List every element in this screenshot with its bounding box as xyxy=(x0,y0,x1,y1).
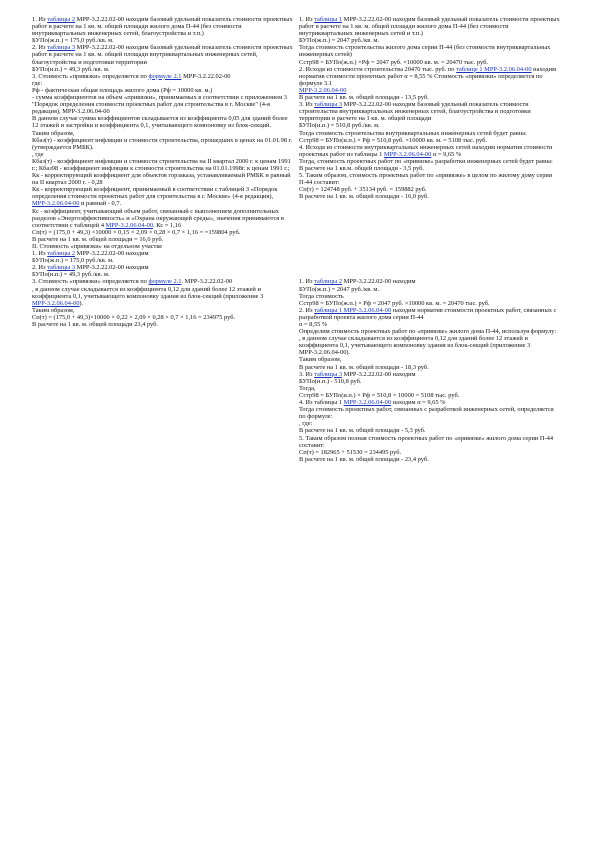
paragraph-text: 2. Из xyxy=(32,264,48,272)
paragraph-text: . Кс = 1,16 xyxy=(153,221,182,229)
paragraph-text: МРР-3.2.22.02-00 находим базовый удельный показатель стоимости проектных работ в расчете на 1 кв. м. общей площади жилого дома П-44 (без стоимости внутриквартальных инженерных сетей, благоустройства и т.п.) xyxy=(32,16,293,38)
paragraph xyxy=(299,335,561,356)
document-link[interactable]: таблицы 2 xyxy=(47,250,76,258)
paragraph-text: Тогда стоимость xyxy=(299,292,344,300)
paragraph xyxy=(32,66,294,73)
paragraph-text: В данном случае сумма коэффициентов складывается из коэффициента 0,05 для зданий более 12 этажей и застройки и коэффициента 0,1, учитывающего компоновку из блок-секций. xyxy=(32,115,288,130)
paragraph-text: В расчете на 1 кв. м. общей площади - 5,3 руб. xyxy=(299,427,426,435)
paragraph xyxy=(32,286,294,300)
paragraph-text: МРР-3.2.22.02-00 находим xyxy=(75,250,149,258)
paragraph-text: 1. Из xyxy=(299,16,315,23)
paragraph-text: МРР-3.2.22.02-00 xyxy=(181,72,231,80)
document-link[interactable]: таблицы 3 xyxy=(47,264,76,272)
paragraph xyxy=(32,137,294,151)
paragraph-text: , где xyxy=(32,150,44,158)
document-link[interactable]: формуле 2.1 xyxy=(148,72,182,80)
paragraph-text: БУПо(и.п.) = 49,3 руб./кв. м. xyxy=(32,65,110,73)
document-link[interactable]: таблицы 2 xyxy=(314,278,343,286)
paragraph-text: МРР-3.2.22.02-00 находим базовый удельный показатель стоимости проектных работ в расчете на 1 кв. м. общей площади внутриквартальных инженерных сетей, благоустройства и подготовки территории xyxy=(32,44,293,66)
paragraph xyxy=(32,44,294,65)
paragraph xyxy=(32,236,294,243)
paragraph xyxy=(299,144,561,158)
paragraph xyxy=(299,130,561,137)
section-heading: II. Стоимость «привязки» на отдельном участке xyxy=(32,243,163,250)
paragraph-text: МРР-3.2.22.02-00 находим xyxy=(342,370,416,378)
paragraph-text: Тогда, xyxy=(299,384,316,392)
paragraph xyxy=(32,73,294,80)
paragraph xyxy=(299,420,561,427)
paragraph-text: 3. Стоимость «привязки» определяется по xyxy=(32,72,149,80)
paragraph xyxy=(32,151,294,158)
paragraph xyxy=(299,172,561,186)
paragraph xyxy=(299,278,561,285)
paragraph-text: находим норматив стоимости проектных работ α = 8,55 % Стоимость «привязки» определяется по формуле 3.1 xyxy=(299,65,557,87)
paragraph-text: БУПо(и.п.) - 510,8 руб. xyxy=(299,377,362,385)
paragraph-text: 5. Таким образом полная стоимость проектных работ по «привязке» жилого дома серии П-44 составит: xyxy=(299,434,554,449)
paragraph xyxy=(32,115,294,129)
column-gap xyxy=(299,200,561,278)
paragraph-text: 2. Исходя из стоимости строительства 20470 тыс. руб. по xyxy=(299,65,457,73)
paragraph xyxy=(32,16,294,37)
right-column xyxy=(299,16,561,463)
paragraph-text: Тогда, стоимость проектных работ по «привязке» разработки инженерных сетей будет равна: xyxy=(299,157,553,165)
paragraph xyxy=(299,137,561,144)
paragraph xyxy=(299,449,561,456)
paragraph-text: БУПо(ж.п.) = 175,0 руб./кв. м. xyxy=(32,37,114,45)
paragraph xyxy=(299,286,561,293)
paragraph-text: Таким образом, xyxy=(299,356,342,364)
paragraph-text: Сстр98 = БУПо(и.п.) × Рф = 510,8 × 10000 = 5108 тыс. руб. xyxy=(299,391,460,399)
paragraph-text: Сп(т) = (175,0 + 49,3)×10000 × 0,22 × 2,09 × 0,28 × 0,7 × 1,16 = 234975 руб. xyxy=(32,313,236,321)
paragraph-text: 3. Из xyxy=(299,370,315,378)
paragraph-text: Кк - корректирующий коэффициент, принимаемый в соответствии с таблицей 3 «Порядок определения стоимости проектных работ для строительства в г. Москве» (4-я редакция), xyxy=(32,186,278,201)
paragraph xyxy=(299,66,561,87)
paragraph xyxy=(32,321,294,328)
paragraph-text: БУПо(и.п.) = 510,8 руб./кв. м. xyxy=(299,122,380,130)
paragraph-text: МРР-3.2.22.02-00 находим базовый удельный показатель стоимости проектных работ в расчете на 1 кв. м. общей площади жилого дома П-44 (без стоимости внутриквартальных инженерных сетей и т.п.) xyxy=(299,16,560,38)
document-link[interactable]: таблицы 3 xyxy=(47,44,76,52)
paragraph-text: 3. Стоимость «привязки» определяется по xyxy=(32,278,149,286)
paragraph-text: ). xyxy=(79,299,84,307)
paragraph-text: Тогда стоимость строительства внутриквартальных инженерных сетей будет равна: xyxy=(299,129,527,137)
paragraph xyxy=(299,456,561,463)
paragraph-text: - сумма коэффициентов на объем «привязки», принимаемых в соответствии с приложением 3 "Порядок определения стоимости проектных работ для строительства в г. Москве" (4-я редакция), МРР-3.2.06.04-00 xyxy=(32,94,287,116)
paragraph xyxy=(32,257,294,264)
paragraph-text: 2. Из xyxy=(299,306,315,314)
paragraph-text: МРР-3.2.22.02-00 находим xyxy=(342,278,416,286)
paragraph-text: , где: xyxy=(299,420,313,428)
paragraph xyxy=(299,158,561,165)
paragraph xyxy=(299,385,561,392)
paragraph-text: 4. Исходя из стоимости внутриквартальных инженерных сетей находим норматив стоимости проектных работ из таблицы 1 xyxy=(299,143,553,158)
paragraph xyxy=(32,250,294,257)
paragraph-text: БУПо(ж.п.) = 2047 руб./кв. м. xyxy=(299,285,380,293)
paragraph xyxy=(299,378,561,385)
document-link[interactable]: таблице 1 МРР-3.2.06.04-00 xyxy=(456,65,532,73)
paragraph-text: 1. Из xyxy=(32,16,48,23)
paragraph xyxy=(299,307,561,321)
paragraph-text: Таким образом, xyxy=(32,306,75,314)
paragraph-text: находим норматив стоимости проектных работ, связанных с разработкой проекта жилого дома серии П-44 xyxy=(299,306,557,321)
paragraph xyxy=(299,87,561,94)
paragraph xyxy=(32,80,294,87)
paragraph-text: Кс - коэффициент, учитывающий объем работ, связанный с выполнением дополнительных разделов «Энергоэффективность» и «Охрана окружающей среды», значения принимаются в соответствии с таблицей 4 xyxy=(32,207,284,229)
paragraph xyxy=(299,122,561,129)
paragraph-text: находим α = 9,65 % xyxy=(391,399,446,407)
document-link[interactable]: формуле 2.1 xyxy=(148,278,182,286)
paragraph-text: В расчете на 1 кв. м. общей площади - 18,3 руб. xyxy=(299,363,429,371)
paragraph-text: 4. Из таблицы 1 xyxy=(299,399,344,407)
paragraph-text: В расчете на 1 кв. м. общей площади 23,4 руб. xyxy=(32,321,158,329)
paragraph-text: Кбаз(т) - коэффициент инфляции и стоимости строительства на II квартал 2000 г. к ценам 1991 г.; Кбаз98 - коэффициент инфляции к стоимости строительства на 01.01.1998г. к ценам 1991 г.; xyxy=(32,157,291,172)
paragraph xyxy=(32,264,294,271)
document-link[interactable]: таблицы 1 xyxy=(314,16,343,23)
paragraph xyxy=(299,59,561,66)
paragraph-text: БУПо(и.п.) = 49,3 руб./кв. м. xyxy=(32,271,110,279)
paragraph-text: 2. Из xyxy=(32,44,48,52)
document-link[interactable]: МРР-3.2.06.04-00 xyxy=(32,299,80,307)
paragraph xyxy=(299,165,561,172)
paragraph xyxy=(32,37,294,44)
paragraph xyxy=(32,278,294,285)
paragraph-text: Определим стоимость проектных работ по «привязке» жилого дома П-44, используя формулу: xyxy=(299,328,557,336)
paragraph xyxy=(299,101,561,122)
paragraph-text: Сстр98 = БУПо(и.п.) × Рф = 510,8 руб. ×10000 кв. м. = 5108 тыс. руб. xyxy=(299,136,487,144)
paragraph xyxy=(299,399,561,406)
paragraph xyxy=(299,16,561,37)
paragraph xyxy=(299,435,561,449)
paragraph-text: В расчете на 1 кв. м. общей площади - 23,4 руб. xyxy=(299,455,429,463)
paragraph xyxy=(32,186,294,207)
paragraph-text: Таким образом, xyxy=(32,129,75,137)
paragraph xyxy=(299,300,561,307)
paragraph-text: В расчете на 1 кв. м. общей площади - 16,0 руб. xyxy=(299,193,429,201)
paragraph xyxy=(299,392,561,399)
paragraph xyxy=(299,44,561,58)
paragraph xyxy=(32,87,294,94)
document-link[interactable]: таблицы 3 xyxy=(314,370,343,378)
left-bottom-block xyxy=(32,250,294,328)
paragraph xyxy=(299,406,561,420)
paragraph-text: , в данном случае складывается из коэффициента 0,12 для зданий более 12 этажей и коэффициента 0,1, учитывающего компоновку здания из блок-секций (приложение 3 МРР-3.2.06.04-00). xyxy=(299,335,531,357)
paragraph-text: α = 8,55 % xyxy=(299,321,328,328)
paragraph xyxy=(299,293,561,300)
paragraph-text: Кк - корректирующий коэффициент для объектов горзаказа, устанавливаемый РМБК и равный на II квартал 2000 г. - 0,28 xyxy=(32,172,291,187)
paragraph xyxy=(32,229,294,236)
paragraph-text: Сп(т) = 182965 + 51530 = 234495 руб. xyxy=(299,448,402,456)
document-link[interactable]: таблицы 3 xyxy=(314,101,343,109)
paragraph-text: БУПо(ж.п.) = 175,0 руб./кв. м. xyxy=(32,257,114,265)
paragraph-text: 5. Таким образом, стоимость проектных работ по «привязке» в целом по жилому дому серии П-44 составит: xyxy=(299,172,553,187)
paragraph-text: 3. Из xyxy=(299,101,315,109)
paragraph-text: α = 9,65 % xyxy=(431,150,462,158)
paragraph xyxy=(299,321,561,328)
paragraph xyxy=(32,314,294,321)
paragraph xyxy=(299,328,561,335)
paragraph xyxy=(32,158,294,172)
paragraph-text: Тогда стоимость проектных работ, связанных с разработкой инженерных сетей, определяется по формуле: xyxy=(299,406,554,421)
paragraph-text: В расчете на 1 кв. м. общей площади - 13,5 руб. xyxy=(299,94,429,102)
paragraph xyxy=(299,94,561,101)
paragraph xyxy=(32,300,294,307)
paragraph-text: БУПо(ж.п.) = 2047 руб./кв. м. xyxy=(299,37,380,45)
paragraph-text: , в данном случае складывается из коэффициента 0,12 для зданий более 12 этажей и коэффициента 0,1, учитывающего компоновку здания из блок-секций (приложение 3 xyxy=(32,285,264,300)
document-link[interactable]: МРР-3.2.06.04-00 xyxy=(383,150,432,158)
paragraph xyxy=(32,172,294,186)
right-top-block xyxy=(299,16,561,200)
paragraph xyxy=(299,186,561,193)
document-link[interactable]: МРР-3.2.06.04-00 xyxy=(343,399,392,407)
paragraph xyxy=(299,356,561,363)
paragraph xyxy=(32,94,294,115)
paragraph xyxy=(32,130,294,137)
paragraph xyxy=(299,371,561,378)
paragraph xyxy=(32,208,294,229)
paragraph-text: Сстр98 = БУПо(ж.п.) × Рф = 2047 руб. ×10000 кв. м. = 20470 тыс. руб. xyxy=(299,299,490,307)
document-link[interactable]: таблицы 1 МРР-3.2.06.04-00 xyxy=(314,306,392,314)
paragraph-text: и равный - 0,7. xyxy=(79,200,122,208)
paragraph-text: . МРР-3.2.22.02-00 xyxy=(181,278,233,286)
paragraph-text: 1. Из xyxy=(32,250,48,258)
paragraph-text: Тогда стоимость строительства жилого дома серии П-44 (без стоимости внутриквартальных инженерных сетей) xyxy=(299,44,551,59)
paragraph xyxy=(299,427,561,434)
paragraph-text: В расчете на 1 кв.м. общей площади - 3,5 руб. xyxy=(299,164,424,172)
paragraph xyxy=(299,364,561,371)
paragraph-text: Сп(т) = 124748 руб. + 35134 руб. = 159882 руб. xyxy=(299,186,427,194)
document-link[interactable]: МРР-3.2.06.04-00 xyxy=(299,86,347,94)
paragraph-text: МРР-3.2.22.02-00 находим базовый удельный показатель стоимости строительства внутриквартальных инженерных сетей, благоустройства и подготовки территории в расчете на 1 кв. м. общей площади xyxy=(299,101,531,123)
document-link[interactable]: МРР-3.2.06.04-00 xyxy=(32,200,80,208)
paragraph-text: Рф - фактическая общая площадь жилого дома (Рф = 10000 кв. м.) xyxy=(32,86,213,94)
paragraph-text: МРР-3.2.22.02-00 находим xyxy=(75,264,149,272)
paragraph-text: В расчете на 1 кв. м. общей площади = 16,0 руб. xyxy=(32,235,164,243)
paragraph-text: Кбаз(т) - коэффициент инфляции и стоимости строительства, прошедших в ценах на 01.01.98 г. (утверждается РМБК). xyxy=(32,136,293,151)
paragraph-text: где: xyxy=(32,79,43,87)
document-link[interactable]: таблицы 2 xyxy=(47,16,76,23)
document-link[interactable]: МРР-3.2.06.04-00 xyxy=(105,221,154,229)
paragraph xyxy=(32,307,294,314)
paragraph-text: Сстр98 = БУПо(ж.п.) ×Рф = 2047 руб. ×10000 кв. м. = 20470 тыс. руб. xyxy=(299,58,488,66)
paragraph xyxy=(299,37,561,44)
left-column xyxy=(32,16,294,328)
paragraph-text: Сп(т) = (175,0 + 49,3) ×10000 × 0,15 × 2,09 × 0,28 × 0,7 × 1,16 = =159804 руб. xyxy=(32,228,241,236)
left-top-block xyxy=(32,16,294,243)
paragraph xyxy=(32,271,294,278)
paragraph xyxy=(299,193,561,200)
right-bottom-block xyxy=(299,278,561,462)
paragraph-text: 1. Из xyxy=(299,278,315,286)
